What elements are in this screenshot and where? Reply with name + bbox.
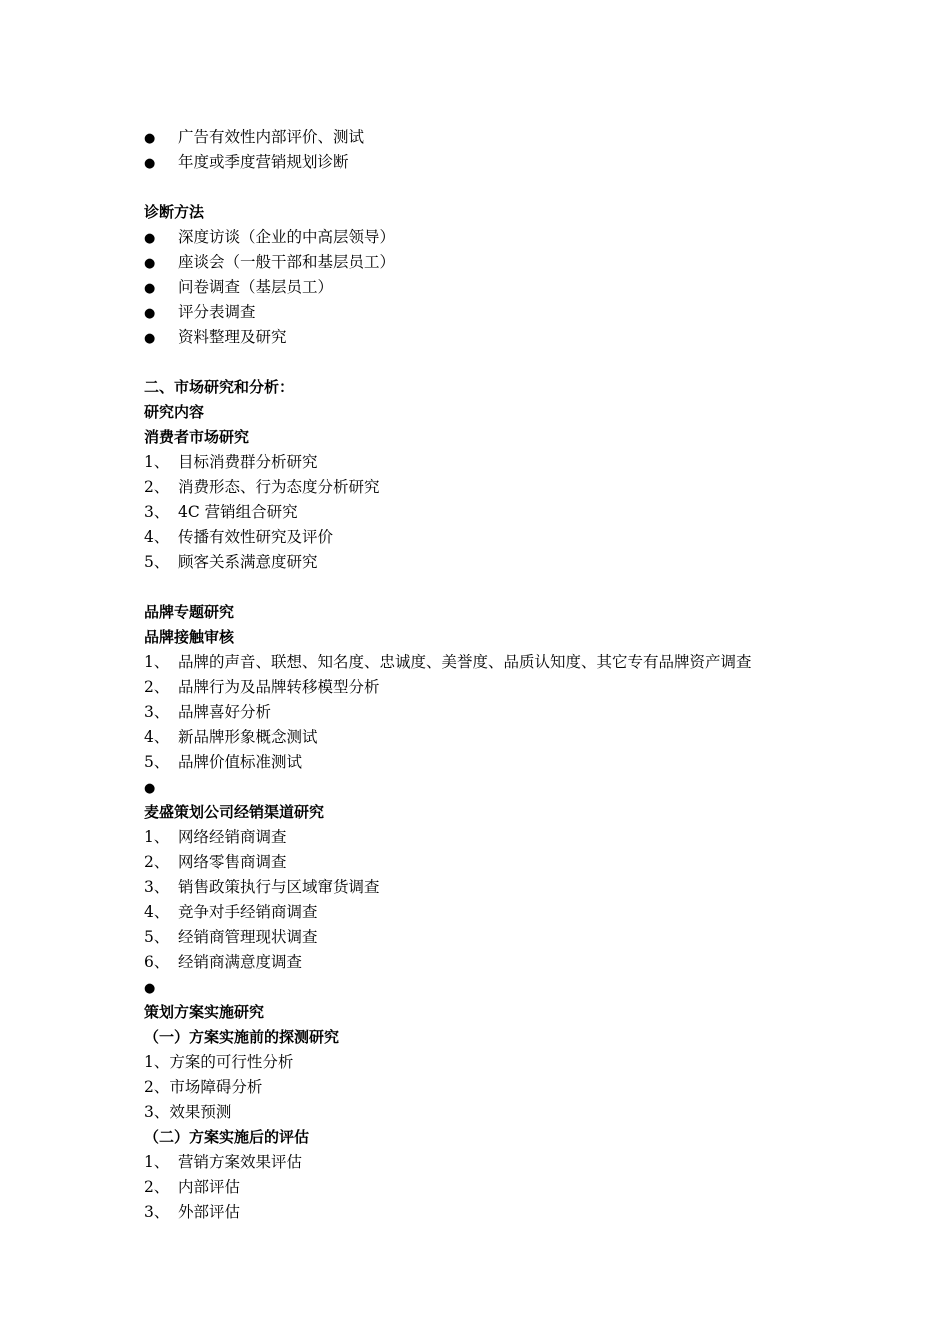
bullet-icon: ● — [144, 231, 156, 246]
bullet-icon: ● — [144, 256, 156, 271]
subsection-heading: 策划方案实施研究 — [144, 1003, 265, 1021]
subsection-heading: 品牌接触审核 — [144, 628, 235, 646]
list-item: 2、 品牌行为及品牌转移模型分析 — [144, 678, 380, 696]
section-heading: 诊断方法 — [144, 203, 205, 221]
list-item: 3、效果预测 — [144, 1103, 232, 1121]
subsection-heading: 品牌专题研究 — [144, 603, 235, 621]
list-item: 2、 网络零售商调查 — [144, 853, 287, 871]
list-item: 5、 顾客关系满意度研究 — [144, 553, 318, 571]
list-item: 2、 消费形态、行为态度分析研究 — [144, 478, 380, 496]
list-item: 3、 外部评估 — [144, 1203, 241, 1221]
list-item: ● 年度或季度营销规划诊断 — [144, 150, 349, 175]
list-item: 4、 传播有效性研究及评价 — [144, 528, 334, 546]
list-item: ● 深度访谈（企业的中高层领导） — [144, 225, 395, 250]
bullet-icon: ● — [144, 281, 156, 296]
empty-bullet — [144, 975, 178, 1000]
list-item: 3、 4C 营销组合研究 — [144, 503, 298, 521]
subsection-heading: 研究内容 — [144, 403, 205, 421]
section-title: 二、市场研究和分析： — [144, 378, 295, 396]
list-item: ● 评分表调查 — [144, 300, 256, 325]
bullet-icon: ● — [144, 131, 156, 146]
list-item: 1、 网络经销商调查 — [144, 828, 287, 846]
bullet-icon: ● — [144, 981, 156, 996]
empty-bullet — [144, 775, 178, 800]
list-item: 6、 经销商满意度调查 — [144, 953, 303, 971]
list-item: ● 资料整理及研究 — [144, 325, 287, 350]
list-item: ● 座谈会（一般干部和基层员工） — [144, 250, 395, 275]
list-item: 4、 新品牌形象概念测试 — [144, 728, 318, 746]
bullet-icon: ● — [144, 306, 156, 321]
list-item: 4、 竞争对手经销商调查 — [144, 903, 318, 921]
list-item: 2、 内部评估 — [144, 1178, 241, 1196]
list-item: 1、方案的可行性分析 — [144, 1053, 294, 1071]
bullet-icon: ● — [144, 156, 156, 171]
list-item: 1、 营销方案效果评估 — [144, 1153, 303, 1171]
list-item: 5、 品牌价值标准测试 — [144, 753, 303, 771]
list-item: 1、 品牌的声音、联想、知名度、忠诚度、美誉度、品质认知度、其它专有品牌资产调查 — [144, 653, 752, 671]
list-item: 3、 品牌喜好分析 — [144, 703, 272, 721]
bullet-icon: ● — [144, 331, 156, 346]
subsection-heading: （二）方案实施后的评估 — [144, 1128, 310, 1146]
list-item: 3、 销售政策执行与区域窜货调查 — [144, 878, 380, 896]
subsection-heading: 消费者市场研究 — [144, 428, 250, 446]
subsection-heading: （一）方案实施前的探测研究 — [144, 1028, 340, 1046]
list-item: ● 广告有效性内部评价、测试 — [144, 125, 364, 150]
subsection-heading: 麦盛策划公司经销渠道研究 — [144, 803, 325, 821]
bullet-icon: ● — [144, 781, 156, 796]
list-item: 2、市场障碍分析 — [144, 1078, 263, 1096]
list-item: ● 问卷调查（基层员工） — [144, 275, 333, 300]
list-item: 5、 经销商管理现状调查 — [144, 928, 318, 946]
list-item: 1、 目标消费群分析研究 — [144, 453, 318, 471]
